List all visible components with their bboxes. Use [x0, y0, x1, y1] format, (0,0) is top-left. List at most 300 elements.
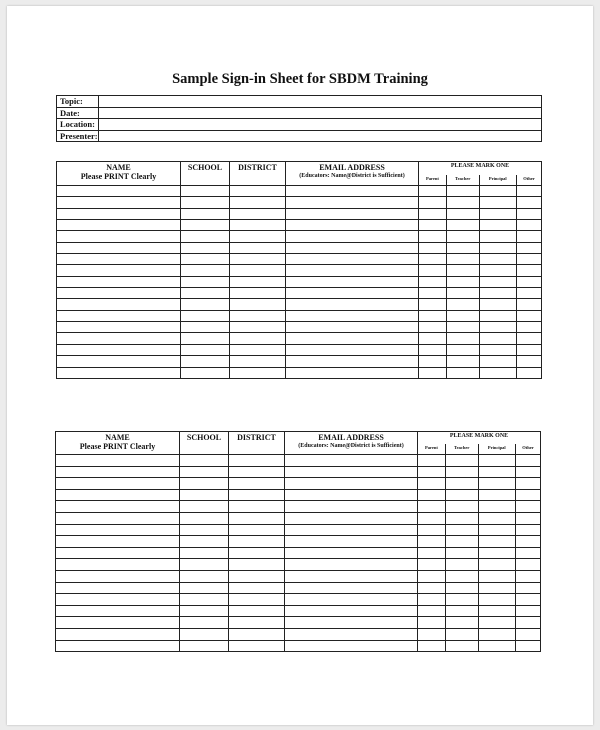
principal-cell[interactable] — [478, 524, 515, 536]
district-cell[interactable] — [230, 288, 286, 299]
principal-cell[interactable] — [479, 220, 516, 231]
info-row-presenter — [57, 130, 542, 142]
teacher-cell[interactable] — [446, 231, 479, 242]
parent-cell[interactable] — [419, 186, 447, 197]
name-cell[interactable] — [56, 478, 180, 490]
school-cell[interactable] — [181, 265, 230, 276]
name-cell[interactable] — [56, 605, 180, 617]
teacher-cell[interactable] — [446, 333, 479, 344]
principal-cell[interactable] — [479, 254, 516, 265]
school-cell[interactable] — [180, 582, 229, 594]
district-cell[interactable] — [230, 197, 286, 208]
school-cell[interactable] — [180, 594, 229, 606]
other-cell[interactable] — [516, 276, 541, 287]
school-cell[interactable] — [180, 524, 229, 536]
district-cell[interactable] — [229, 478, 285, 490]
district-cell[interactable] — [229, 501, 285, 513]
name-cell[interactable] — [56, 512, 180, 524]
email-cell[interactable] — [286, 322, 419, 333]
name-cell[interactable] — [56, 536, 180, 548]
parent-cell[interactable] — [419, 231, 447, 242]
teacher-cell[interactable] — [446, 310, 479, 321]
parent-cell[interactable] — [418, 466, 446, 478]
other-cell[interactable] — [516, 322, 541, 333]
email-cell[interactable] — [286, 288, 419, 299]
name-cell[interactable] — [56, 559, 180, 571]
school-cell[interactable] — [181, 367, 230, 378]
name-cell[interactable] — [57, 356, 181, 367]
email-cell[interactable] — [285, 512, 418, 524]
district-cell[interactable] — [229, 570, 285, 582]
parent-cell[interactable] — [418, 547, 446, 559]
name-cell[interactable] — [56, 466, 180, 478]
teacher-cell[interactable] — [445, 617, 478, 629]
school-cell[interactable] — [180, 455, 229, 467]
other-cell[interactable] — [516, 242, 541, 253]
role-other-header: Other — [516, 175, 541, 186]
principal-cell[interactable] — [478, 547, 515, 559]
location-field[interactable] — [99, 119, 542, 131]
parent-cell[interactable] — [419, 276, 447, 287]
name-cell[interactable] — [56, 617, 180, 629]
school-cell[interactable] — [181, 344, 230, 355]
email-cell[interactable] — [286, 208, 419, 219]
table-row — [56, 547, 541, 559]
teacher-cell[interactable] — [445, 559, 478, 571]
principal-cell[interactable] — [479, 322, 516, 333]
school-cell[interactable] — [180, 536, 229, 548]
teacher-cell[interactable] — [445, 478, 478, 490]
email-cell[interactable] — [286, 356, 419, 367]
name-cell[interactable] — [57, 310, 181, 321]
other-cell[interactable] — [516, 344, 541, 355]
district-cell[interactable] — [230, 333, 286, 344]
name-cell[interactable] — [57, 197, 181, 208]
district-cell[interactable] — [229, 536, 285, 548]
name-cell[interactable] — [56, 628, 180, 640]
name-cell[interactable] — [56, 524, 180, 536]
teacher-cell[interactable] — [446, 197, 479, 208]
parent-cell[interactable] — [418, 455, 446, 467]
other-cell[interactable] — [515, 628, 540, 640]
name-cell[interactable] — [56, 640, 180, 652]
school-cell[interactable] — [180, 628, 229, 640]
school-cell[interactable] — [181, 288, 230, 299]
other-cell[interactable] — [516, 197, 541, 208]
principal-cell[interactable] — [478, 640, 515, 652]
parent-cell[interactable] — [418, 501, 446, 513]
email-cell[interactable] — [285, 570, 418, 582]
email-cell[interactable] — [286, 333, 419, 344]
other-cell[interactable] — [515, 466, 540, 478]
other-cell[interactable] — [515, 489, 540, 501]
other-cell[interactable] — [515, 455, 540, 467]
district-cell[interactable] — [230, 356, 286, 367]
email-cell[interactable] — [286, 220, 419, 231]
principal-cell[interactable] — [478, 570, 515, 582]
sign-in-rows-1 — [57, 186, 542, 379]
principal-cell[interactable] — [478, 628, 515, 640]
other-cell[interactable] — [516, 310, 541, 321]
teacher-cell[interactable] — [445, 466, 478, 478]
table-row — [57, 254, 542, 265]
school-cell[interactable] — [181, 310, 230, 321]
teacher-cell[interactable] — [446, 344, 479, 355]
principal-cell[interactable] — [479, 276, 516, 287]
name-cell[interactable] — [56, 489, 180, 501]
district-cell[interactable] — [229, 605, 285, 617]
role-principal-header: Principal — [479, 175, 516, 186]
name-cell[interactable] — [57, 220, 181, 231]
parent-cell[interactable] — [419, 220, 447, 231]
email-cell[interactable] — [285, 617, 418, 629]
table-row — [56, 478, 541, 490]
district-cell[interactable] — [230, 322, 286, 333]
email-cell[interactable] — [286, 276, 419, 287]
school-cell[interactable] — [180, 605, 229, 617]
parent-cell[interactable] — [418, 489, 446, 501]
topic-field[interactable] — [99, 96, 542, 108]
district-cell[interactable] — [230, 276, 286, 287]
principal-cell[interactable] — [478, 559, 515, 571]
parent-cell[interactable] — [419, 254, 447, 265]
teacher-cell[interactable] — [445, 640, 478, 652]
teacher-cell[interactable] — [446, 367, 479, 378]
parent-cell[interactable] — [418, 582, 446, 594]
principal-cell[interactable] — [478, 455, 515, 467]
other-cell[interactable] — [516, 186, 541, 197]
school-cell[interactable] — [180, 617, 229, 629]
principal-cell[interactable] — [478, 594, 515, 606]
parent-cell[interactable] — [418, 594, 446, 606]
name-cell[interactable] — [56, 455, 180, 467]
email-cell[interactable] — [285, 478, 418, 490]
parent-cell[interactable] — [419, 344, 447, 355]
parent-cell[interactable] — [419, 367, 447, 378]
table-row — [56, 605, 541, 617]
email-cell[interactable] — [286, 186, 419, 197]
principal-cell[interactable] — [478, 478, 515, 490]
email-cell[interactable] — [285, 605, 418, 617]
district-cell[interactable] — [229, 512, 285, 524]
principal-cell[interactable] — [479, 197, 516, 208]
principal-cell[interactable] — [479, 333, 516, 344]
table-row — [57, 322, 542, 333]
district-cell[interactable] — [229, 640, 285, 652]
other-cell[interactable] — [516, 265, 541, 276]
district-cell[interactable] — [229, 455, 285, 467]
principal-cell[interactable] — [479, 186, 516, 197]
teacher-cell[interactable] — [446, 276, 479, 287]
principal-cell[interactable] — [479, 356, 516, 367]
principal-cell[interactable] — [479, 242, 516, 253]
table-row — [57, 197, 542, 208]
table-row — [57, 299, 542, 310]
table-row — [57, 186, 542, 197]
email-cell[interactable] — [285, 501, 418, 513]
name-cell[interactable] — [57, 322, 181, 333]
teacher-cell[interactable] — [446, 186, 479, 197]
other-cell[interactable] — [515, 605, 540, 617]
session-info-table — [56, 95, 542, 142]
name-cell[interactable] — [57, 208, 181, 219]
parent-cell[interactable] — [418, 536, 446, 548]
email-cell[interactable] — [285, 455, 418, 467]
other-cell[interactable] — [515, 536, 540, 548]
email-cell[interactable] — [286, 231, 419, 242]
name-header: NAME Please PRINT Clearly — [57, 162, 181, 186]
other-cell[interactable] — [515, 559, 540, 571]
district-cell[interactable] — [230, 299, 286, 310]
principal-cell[interactable] — [478, 489, 515, 501]
school-cell[interactable] — [180, 512, 229, 524]
other-cell[interactable] — [515, 582, 540, 594]
teacher-cell[interactable] — [446, 220, 479, 231]
email-cell[interactable] — [286, 265, 419, 276]
school-cell[interactable] — [181, 333, 230, 344]
district-cell[interactable] — [230, 186, 286, 197]
district-cell[interactable] — [230, 242, 286, 253]
school-cell[interactable] — [180, 501, 229, 513]
parent-cell[interactable] — [419, 310, 447, 321]
other-cell[interactable] — [516, 231, 541, 242]
teacher-cell[interactable] — [446, 299, 479, 310]
name-cell[interactable] — [56, 547, 180, 559]
teacher-cell[interactable] — [445, 455, 478, 467]
parent-cell[interactable] — [419, 299, 447, 310]
name-cell[interactable] — [57, 265, 181, 276]
other-cell[interactable] — [516, 254, 541, 265]
parent-cell[interactable] — [419, 242, 447, 253]
teacher-cell[interactable] — [446, 254, 479, 265]
other-cell[interactable] — [516, 299, 541, 310]
teacher-cell[interactable] — [446, 322, 479, 333]
school-cell[interactable] — [180, 489, 229, 501]
email-cell[interactable] — [285, 594, 418, 606]
principal-cell[interactable] — [478, 536, 515, 548]
table-row — [57, 288, 542, 299]
school-cell[interactable] — [180, 478, 229, 490]
email-cell[interactable] — [286, 242, 419, 253]
role-parent-header: Parent — [419, 175, 447, 186]
district-cell[interactable] — [230, 344, 286, 355]
parent-cell[interactable] — [418, 524, 446, 536]
district-cell[interactable] — [229, 524, 285, 536]
district-cell[interactable] — [229, 547, 285, 559]
email-cell[interactable] — [285, 466, 418, 478]
teacher-cell[interactable] — [445, 570, 478, 582]
email-header: EMAIL ADDRESS (Educators: Name@District is Sufficient) — [286, 162, 419, 186]
other-cell[interactable] — [515, 478, 540, 490]
school-cell[interactable] — [181, 186, 230, 197]
teacher-cell[interactable] — [445, 605, 478, 617]
principal-cell[interactable] — [479, 288, 516, 299]
district-cell[interactable] — [229, 594, 285, 606]
email-cell[interactable] — [285, 547, 418, 559]
other-cell[interactable] — [515, 547, 540, 559]
school-cell[interactable] — [181, 322, 230, 333]
other-cell[interactable] — [516, 356, 541, 367]
name-cell[interactable] — [57, 344, 181, 355]
parent-cell[interactable] — [418, 640, 446, 652]
parent-cell[interactable] — [419, 322, 447, 333]
other-cell[interactable] — [515, 501, 540, 513]
email-cell[interactable] — [285, 559, 418, 571]
district-cell[interactable] — [230, 310, 286, 321]
email-cell[interactable] — [286, 254, 419, 265]
school-cell[interactable] — [181, 242, 230, 253]
other-cell[interactable] — [516, 288, 541, 299]
teacher-cell[interactable] — [446, 265, 479, 276]
principal-cell[interactable] — [479, 367, 516, 378]
school-cell[interactable] — [181, 299, 230, 310]
email-cell[interactable] — [285, 489, 418, 501]
name-cell[interactable] — [57, 242, 181, 253]
other-cell[interactable] — [515, 570, 540, 582]
school-cell[interactable] — [181, 276, 230, 287]
presenter-field[interactable] — [99, 130, 542, 142]
sign-in-rows-2 — [56, 455, 541, 652]
email-cell[interactable] — [286, 299, 419, 310]
school-cell[interactable] — [180, 570, 229, 582]
parent-cell[interactable] — [419, 288, 447, 299]
principal-cell[interactable] — [479, 310, 516, 321]
other-cell[interactable] — [515, 594, 540, 606]
other-cell[interactable] — [516, 208, 541, 219]
parent-cell[interactable] — [418, 605, 446, 617]
teacher-cell[interactable] — [445, 594, 478, 606]
teacher-cell[interactable] — [446, 356, 479, 367]
teacher-cell[interactable] — [445, 489, 478, 501]
email-cell[interactable] — [286, 310, 419, 321]
name-cell[interactable] — [57, 299, 181, 310]
district-cell[interactable] — [230, 254, 286, 265]
email-cell[interactable] — [286, 197, 419, 208]
other-cell[interactable] — [515, 640, 540, 652]
email-cell[interactable] — [285, 524, 418, 536]
parent-cell[interactable] — [419, 197, 447, 208]
district-cell[interactable] — [229, 466, 285, 478]
school-cell[interactable] — [180, 547, 229, 559]
email-cell[interactable] — [285, 582, 418, 594]
other-cell[interactable] — [515, 512, 540, 524]
name-cell[interactable] — [57, 288, 181, 299]
school-cell[interactable] — [181, 231, 230, 242]
district-cell[interactable] — [230, 208, 286, 219]
principal-cell[interactable] — [479, 231, 516, 242]
name-cell[interactable] — [56, 582, 180, 594]
principal-cell[interactable] — [479, 299, 516, 310]
table-row — [56, 628, 541, 640]
name-cell[interactable] — [57, 367, 181, 378]
teacher-cell[interactable] — [446, 242, 479, 253]
email-cell[interactable] — [286, 367, 419, 378]
table-row — [56, 536, 541, 548]
teacher-cell[interactable] — [445, 501, 478, 513]
district-cell[interactable] — [229, 559, 285, 571]
principal-cell[interactable] — [479, 344, 516, 355]
teacher-cell[interactable] — [445, 524, 478, 536]
name-cell[interactable] — [57, 276, 181, 287]
name-cell[interactable] — [57, 186, 181, 197]
email-cell[interactable] — [286, 344, 419, 355]
other-cell[interactable] — [516, 367, 541, 378]
teacher-cell[interactable] — [445, 628, 478, 640]
other-cell[interactable] — [515, 617, 540, 629]
teacher-cell[interactable] — [445, 582, 478, 594]
email-cell[interactable] — [285, 640, 418, 652]
principal-cell[interactable] — [478, 501, 515, 513]
parent-cell[interactable] — [418, 478, 446, 490]
district-cell[interactable] — [230, 231, 286, 242]
email-cell[interactable] — [285, 628, 418, 640]
parent-cell[interactable] — [419, 356, 447, 367]
school-cell[interactable] — [180, 466, 229, 478]
parent-cell[interactable] — [419, 208, 447, 219]
teacher-cell[interactable] — [445, 547, 478, 559]
name-cell[interactable] — [56, 594, 180, 606]
school-cell[interactable] — [180, 559, 229, 571]
school-cell[interactable] — [181, 356, 230, 367]
principal-cell[interactable] — [478, 605, 515, 617]
parent-cell[interactable] — [418, 570, 446, 582]
parent-cell[interactable] — [418, 617, 446, 629]
parent-cell[interactable] — [419, 333, 447, 344]
principal-cell[interactable] — [478, 512, 515, 524]
name-cell[interactable] — [56, 501, 180, 513]
principal-cell[interactable] — [478, 617, 515, 629]
date-field[interactable] — [99, 107, 542, 119]
teacher-cell[interactable] — [446, 288, 479, 299]
principal-cell[interactable] — [479, 265, 516, 276]
school-cell[interactable] — [180, 640, 229, 652]
district-cell[interactable] — [229, 489, 285, 501]
other-cell[interactable] — [515, 524, 540, 536]
teacher-cell[interactable] — [446, 208, 479, 219]
email-cell[interactable] — [285, 536, 418, 548]
info-row-location — [57, 119, 542, 131]
teacher-cell[interactable] — [445, 512, 478, 524]
district-cell[interactable] — [229, 617, 285, 629]
principal-cell[interactable] — [478, 466, 515, 478]
other-cell[interactable] — [516, 220, 541, 231]
school-cell[interactable] — [181, 197, 230, 208]
name-cell[interactable] — [57, 231, 181, 242]
school-cell[interactable] — [181, 208, 230, 219]
school-cell[interactable] — [181, 220, 230, 231]
district-cell[interactable] — [230, 265, 286, 276]
district-cell[interactable] — [229, 582, 285, 594]
principal-cell[interactable] — [479, 208, 516, 219]
parent-cell[interactable] — [418, 559, 446, 571]
parent-cell[interactable] — [418, 512, 446, 524]
role-teacher-header: Teacher — [446, 175, 479, 186]
principal-cell[interactable] — [478, 582, 515, 594]
other-cell[interactable] — [516, 333, 541, 344]
district-cell[interactable] — [229, 628, 285, 640]
table-row — [57, 367, 542, 378]
parent-cell[interactable] — [418, 628, 446, 640]
name-cell[interactable] — [57, 333, 181, 344]
school-cell[interactable] — [181, 254, 230, 265]
parent-cell[interactable] — [419, 265, 447, 276]
name-cell[interactable] — [57, 254, 181, 265]
district-cell[interactable] — [230, 367, 286, 378]
district-cell[interactable] — [230, 220, 286, 231]
name-cell[interactable] — [56, 570, 180, 582]
table-row — [56, 594, 541, 606]
teacher-cell[interactable] — [445, 536, 478, 548]
